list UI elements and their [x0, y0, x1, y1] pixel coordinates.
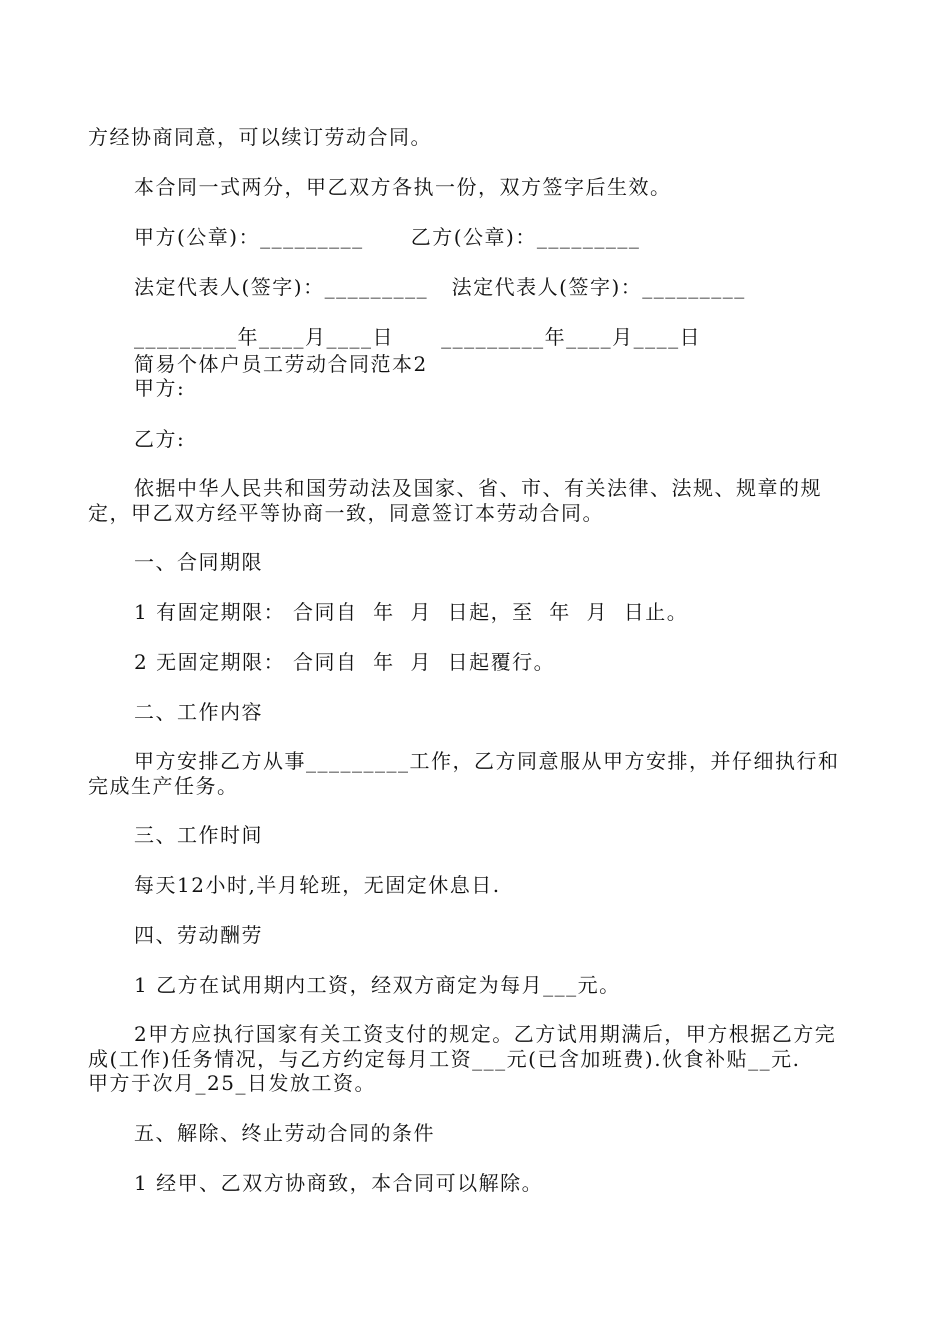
- signature-seal-line: 甲方(公章)：_________ 乙方(公章)：_________: [134, 225, 641, 249]
- heading-work-content: 二、工作内容: [134, 700, 263, 724]
- heading-work-hours: 三、工作时间: [134, 823, 263, 847]
- party-a-line: 甲方:: [134, 376, 186, 400]
- paragraph-line-basis-1: 依据中华人民共和国劳动法及国家、省、市、有关法律、法规、规章的规: [134, 476, 822, 500]
- clause-open-term: 2 无固定期限： 合同自 年 月 日起覆行。: [134, 650, 556, 674]
- section-title: 简易个体户员工劳动合同范本2: [134, 352, 428, 376]
- paragraph-line-work-2: 完成生产任务。: [88, 774, 239, 798]
- signature-representative-line: 法定代表人(签字)：_________ 法定代表人(签字)：_________: [134, 275, 746, 299]
- party-b-line: 乙方:: [134, 427, 186, 451]
- heading-termination: 五、解除、终止劳动合同的条件: [134, 1121, 435, 1145]
- paragraph-line-pay-1: 2甲方应执行国家有关工资支付的规定。乙方试用期满后，甲方根据乙方完: [134, 1022, 837, 1046]
- signature-date-line: _________年____月____日 _________年____月____日: [134, 325, 702, 349]
- paragraph-line-pay-2: 成(工作)任务情况，与乙方约定每月工资___元(已含加班费).伙食补贴__元.: [88, 1047, 801, 1071]
- heading-contract-term: 一、合同期限: [134, 550, 263, 574]
- clause-probation-pay: 1 乙方在试用期内工资，经双方商定为每月___元。: [134, 973, 621, 997]
- clause-mutual-termination: 1 经甲、乙双方协商致，本合同可以解除。: [134, 1171, 544, 1195]
- paragraph-line-basis-2: 定，甲乙双方经平等协商一致，同意签订本劳动合同。: [88, 501, 604, 525]
- clause-fixed-term: 1 有固定期限： 合同自 年 月 日起，至 年 月 日止。: [134, 600, 689, 624]
- heading-remuneration: 四、劳动酬劳: [134, 923, 263, 947]
- paragraph-line-hours: 每天12小时,半月轮班，无固定休息日.: [134, 873, 501, 897]
- paragraph-line-renewal: 方经协商同意，可以续订劳动合同。: [88, 125, 432, 149]
- paragraph-line-work-1: 甲方安排乙方从事_________工作，乙方同意服从甲方安排，并仔细执行和: [134, 749, 840, 773]
- paragraph-line-pay-3: 甲方于次月_25_日发放工资。: [88, 1071, 376, 1095]
- paragraph-line-copies: 本合同一式两分，甲乙双方各执一份，双方签字后生效。: [134, 175, 672, 199]
